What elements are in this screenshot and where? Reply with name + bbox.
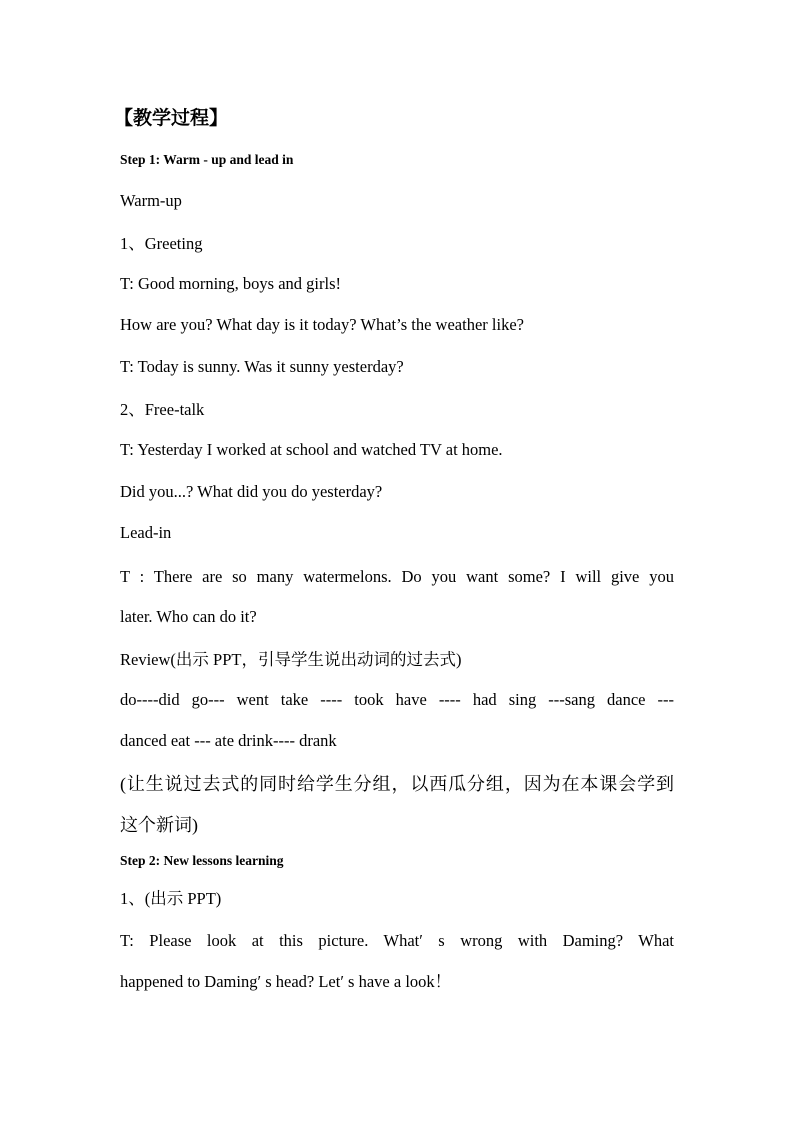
greeting-item: 1、Greeting [120, 234, 203, 253]
review-line: Review(出示 PPT，引导学生说出动词的过去式) [120, 650, 462, 669]
question-line: T: Please look at this picture. What′ s wrong with Daming? What [120, 931, 674, 950]
free-talk-line: T: Yesterday I worked at school and watched TV at home. [120, 440, 503, 459]
lead-in-label: Lead-in [120, 523, 172, 542]
verbs-line: danced eat --- ate drink---- drank [120, 731, 337, 750]
verbs-line: do----did go--- went take ---- took have ---- had sing ---sang dance --- [120, 690, 674, 709]
warm-up-label: Warm-up [120, 191, 182, 210]
ppt-item: 1、(出示 PPT) [120, 889, 222, 908]
free-talk-line: Did you...? What did you do yesterday? [120, 482, 383, 501]
step-2-title: Step 2: New lessons learning [120, 853, 284, 868]
grouping-note-line: (让生说过去式的同时给学生分组，以西瓜分组，因为在本课会学到 [120, 774, 674, 794]
lead-in-line: T : There are so many watermelons. Do you want some? I will give you [120, 567, 674, 586]
lead-in-line: later. Who can do it? [120, 607, 257, 626]
free-talk-item: 2、Free-talk [120, 400, 205, 419]
grouping-note-line: 这个新词) [120, 815, 198, 835]
greeting-line: How are you? What day is it today? What’s the weather like? [120, 315, 524, 334]
greeting-line: T: Good morning, boys and girls! [120, 274, 341, 293]
section-heading: 【教学过程】 [114, 107, 229, 129]
question-line: happened to Daming′ s head? Let′ s have a look！ [120, 972, 452, 991]
greeting-line: T: Today is sunny. Was it sunny yesterday? [120, 357, 404, 376]
step-1-title: Step 1: Warm - up and lead in [120, 152, 294, 167]
